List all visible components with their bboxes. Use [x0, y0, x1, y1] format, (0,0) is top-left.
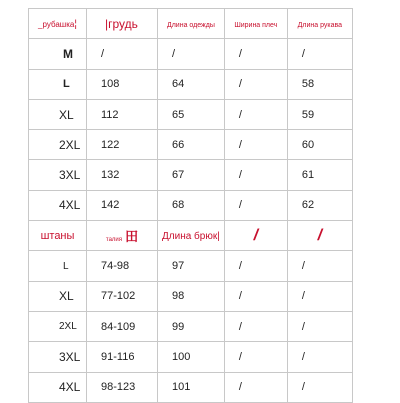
- shoulder-header-cell: [224, 9, 287, 39]
- pants-header-cell: [29, 221, 87, 251]
- shoulder-cell: /: [224, 160, 287, 190]
- length-header-cell: [158, 9, 225, 39]
- shirt-row-4xl: [29, 190, 353, 220]
- sleeve-header-cell: [287, 9, 352, 39]
- pants-col5-cell: /: [287, 311, 352, 341]
- shirt-row-l: [29, 69, 353, 99]
- length-cell: 68: [158, 190, 225, 220]
- sleeve-header-label: Длина рукава: [297, 21, 343, 29]
- length-cell: /: [158, 39, 225, 69]
- size-cell: XL: [29, 99, 87, 129]
- waist-header-cell: [87, 221, 158, 251]
- sleeve-cell: 59: [287, 99, 352, 129]
- shirt-row-m: [29, 39, 353, 69]
- sleeve-cell: 60: [287, 130, 352, 160]
- shirt-header-row: [29, 9, 353, 39]
- chest-cell: 108: [87, 69, 158, 99]
- pants-col5-cell: /: [287, 281, 352, 311]
- pants-col5-cell: /: [287, 342, 352, 372]
- chest-header-label: |грудь: [105, 16, 138, 31]
- pants-label: штаны: [40, 229, 75, 242]
- pants-col5-cell: /: [287, 372, 352, 402]
- size-cell: 3XL: [29, 160, 87, 190]
- shirt-label: _рубашка: [38, 19, 75, 29]
- length-cell: 65: [158, 99, 225, 129]
- shirt-header-mark: ¦: [74, 18, 77, 30]
- size-cell: XL: [29, 281, 87, 311]
- chest-cell: 122: [87, 130, 158, 160]
- shoulder-cell: /: [224, 130, 287, 160]
- pants-length-cell: 100: [158, 342, 225, 372]
- pants-length-cell: 101: [158, 372, 225, 402]
- shoulder-header-label: Ширина плеч: [234, 21, 278, 29]
- pants-length-header-label: Длина брюк|: [162, 230, 220, 242]
- pants-col4-header-slash: /: [253, 226, 259, 244]
- pants-col4-header-cell: [224, 221, 287, 251]
- waist-cell: 74-98: [87, 251, 158, 281]
- chest-cell: 112: [87, 99, 158, 129]
- sleeve-cell: /: [287, 39, 352, 69]
- size-cell: 4XL: [29, 372, 87, 402]
- waist-cell: 77-102: [87, 281, 158, 311]
- pants-col4-cell: /: [224, 251, 287, 281]
- pants-row-l: [29, 251, 353, 281]
- pants-length-cell: 99: [158, 311, 225, 341]
- pants-row-2xl: [29, 311, 353, 341]
- size-cell: 3XL: [29, 342, 87, 372]
- shirt-row-3xl: [29, 160, 353, 190]
- length-header-label: Длина одежды: [166, 21, 215, 29]
- pants-row-4xl: [29, 372, 353, 402]
- pants-col4-cell: /: [224, 311, 287, 341]
- chest-cell: 132: [87, 160, 158, 190]
- waist-header-label: талия: [105, 237, 123, 244]
- sleeve-cell: 61: [287, 160, 352, 190]
- pants-col5-cell: /: [287, 251, 352, 281]
- waist-cell: 91-116: [87, 342, 158, 372]
- pants-row-3xl: [29, 342, 353, 372]
- length-cell: 67: [158, 160, 225, 190]
- size-cell: L: [29, 251, 87, 281]
- size-chart-table: [28, 8, 353, 403]
- chest-header-cell: [87, 9, 158, 39]
- shirt-row-xl: [29, 99, 353, 129]
- pants-col4-cell: /: [224, 342, 287, 372]
- length-cell: 66: [158, 130, 225, 160]
- pants-col5-header-slash: /: [317, 226, 323, 244]
- chest-cell: /: [87, 39, 158, 69]
- waist-cell: 84-109: [87, 311, 158, 341]
- pants-row-xl: [29, 281, 353, 311]
- waist-header-glyph: 田: [125, 229, 139, 245]
- pants-length-cell: 98: [158, 281, 225, 311]
- shoulder-cell: /: [224, 39, 287, 69]
- pants-col5-header-cell: [287, 221, 352, 251]
- size-cell: 4XL: [29, 190, 87, 220]
- shoulder-cell: /: [224, 69, 287, 99]
- sleeve-cell: 62: [287, 190, 352, 220]
- shoulder-cell: /: [224, 99, 287, 129]
- pants-length-header-cell: [158, 221, 225, 251]
- shoulder-cell: /: [224, 190, 287, 220]
- shirt-header-cell: [29, 9, 87, 39]
- size-cell: L: [29, 69, 87, 99]
- pants-col4-cell: /: [224, 372, 287, 402]
- pants-length-cell: 97: [158, 251, 225, 281]
- chest-cell: 142: [87, 190, 158, 220]
- shirt-row-2xl: [29, 130, 353, 160]
- size-cell: 2XL: [29, 311, 87, 341]
- size-cell: M: [29, 39, 87, 69]
- pants-header-row: [29, 221, 353, 251]
- size-cell: 2XL: [29, 130, 87, 160]
- length-cell: 64: [158, 69, 225, 99]
- pants-col4-cell: /: [224, 281, 287, 311]
- sleeve-cell: 58: [287, 69, 352, 99]
- waist-cell: 98-123: [87, 372, 158, 402]
